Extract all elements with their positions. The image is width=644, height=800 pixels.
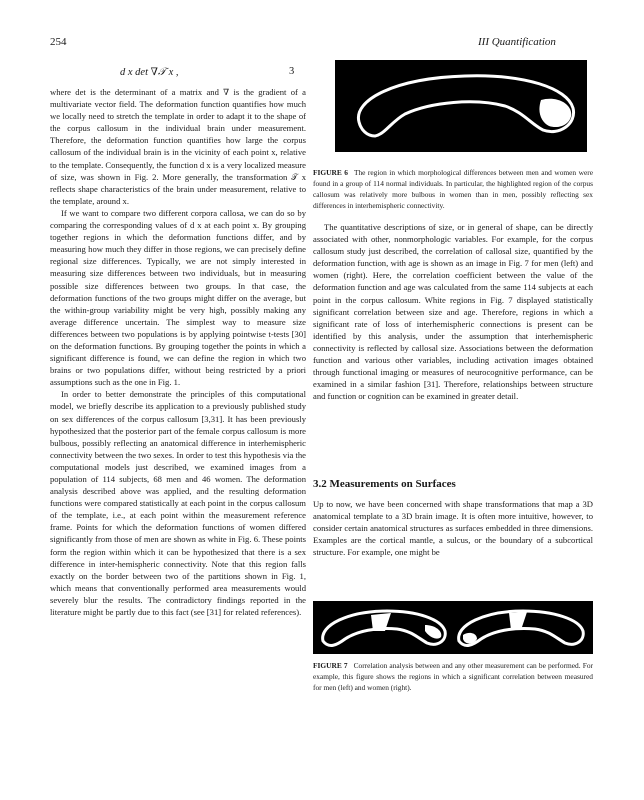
figure-6-caption — [313, 167, 593, 211]
equation: d x det ∇𝒯 x , — [120, 67, 179, 78]
figure-6-image — [335, 60, 587, 152]
section-heading: 3.2 Measurements on Surfaces — [313, 478, 456, 490]
figure-7-caption-text: Correlation analysis between and any other measurement can be performed. For example, this figure shows the regions in which a significant correlation between measured for men (left) and women (right). — [313, 661, 593, 692]
figure-6-caption-text: The region in which morphological differences between men and women were found in a group of 114 normal individuals. In particular, the highlighted region of the corpus callosum was relatively more bulbous in women than in men, possibly reflecting sex differences in interhemispheric connectivity. — [313, 168, 593, 210]
paragraph: where det is the determinant of a matrix and ∇ is the gradient of a multivariate vector field. The deformation function quantifies how much we locally need to stretch the template in order to adapt it to the shape of the corpus callosum in the individual brain under measurement. Therefore, the deformation function quantifies how large the corpus callosum of the individual brain is in the vicinity of each point x, relative to the template. Consequently, the function d x is a very localized measure of size, was shown in Fig. 2. More generally, the transformation 𝒯 x reflects shape characteristics of the brain under measurement, relative to the template, around x. — [50, 87, 306, 206]
corpus-callosum-figure — [335, 60, 587, 152]
equation-number: 3 — [289, 66, 295, 77]
left-column-text — [50, 86, 306, 618]
paragraph: Up to now, we have been concerned with shape transformations that map a 3D anatomical template to a 3D brain image. It is often more intuitive, however, to consider certain anatomical structures as surfaces embedded in three dimensions. Examples are the cortical mantle, a sulcus, or the boundary of a subcortical structure. For example, one might be — [313, 499, 593, 558]
figure-7-caption — [313, 660, 593, 693]
paragraph: If we want to compare two different corpora callosa, we can do so by comparing the corresponding values of d x at each point x. By grouping together regions in which the deformation functions differ, and by measuring how much they differ in those regions, we can precisely define regional size differences. Typically, we are not simply interested in measuring size differences between two individuals, but in measuring possible size differences between two groups. In that case, the deformation functions of the two groups might differ on the average, but the within-group variability might be very high, possibly making any average difference uncertain. The simplest way to measure size differences between two populations is by applying pointwise t-tests [30] on the deformation functions. By grouping together the points in which a significant difference is found, we can define the region in which two brains or two populations differ, without being restricted by a priori assumptions such as the one in Fig. 1. — [50, 207, 306, 388]
figure-6-label: FIGURE 6 — [313, 168, 348, 177]
paragraph: In order to better demonstrate the principles of this computational model, we briefly describe its application to a previously published study on sex differences of the corpus callosum [3,31]. It has been previously hypothesized that the posterior part of the female corpus callosum is more bulbous, possibly reflecting an anatomical difference in interhemispheric connectivity between the two sexes. In order to test this hypothesis via the computational models just described, we examined images from a population of 114 subjects, 68 men and 46 women. The deformation analysis described above was applied, and the resulting deformation functions were compared statistically at each point in the corpus callosum of the template, i.e., at each point within the measurement reference frame. Points for which the deformation functions of women differed significantly from those of men are shown as white in Fig. 6. These points form the region within which it can be hypothesized that there is a sex difference in inter-hemispheric connectivity. Note that this region falls exactly on the border between two of the partitions shown in Fig. 1, which means that conventionally performed area measurements would severely blur the results. The contradictory findings reported in the literature might be partly due to this fact (see [31] for related references). — [50, 389, 306, 618]
paragraph: The quantitative descriptions of size, or in general of shape, can be directly associated with other, nonmorphologic variables. For example, for the corpus callosum study just described, the correlation of callosal size, quantified by the deformation function, with age is shown as an image in Fig. 7 for men (left) and women (right). Here, the correlation coefficient between the value of the deformation function and age was calculated from the same 114 subjects at each point in the corpus callosum. White regions in Fig. 7 displayed statistically significant correlation between size and age. Therefore, regions in which a significant rate of loss of interhemispheric connections is present can be identified by this analysis, under the assumption that interhemispheric connectivity is reflected by callosal size. Associations between the deformation function and various other variables, including activation images obtained through functional imaging or measures of neurocognitive performance, can be examined in a similar fashion [31]. Therefore, relationships between structure and function or cognition can be examined in greater detail. — [313, 222, 593, 402]
figure-7-label: FIGURE 7 — [313, 661, 348, 670]
running-section-title: III Quantification — [478, 36, 556, 48]
figure-7-image — [313, 601, 593, 654]
corpus-callosum-pair-figure — [313, 601, 593, 654]
right-column-text — [313, 221, 593, 402]
page-number: 254 — [50, 36, 67, 48]
section-text — [313, 498, 593, 558]
